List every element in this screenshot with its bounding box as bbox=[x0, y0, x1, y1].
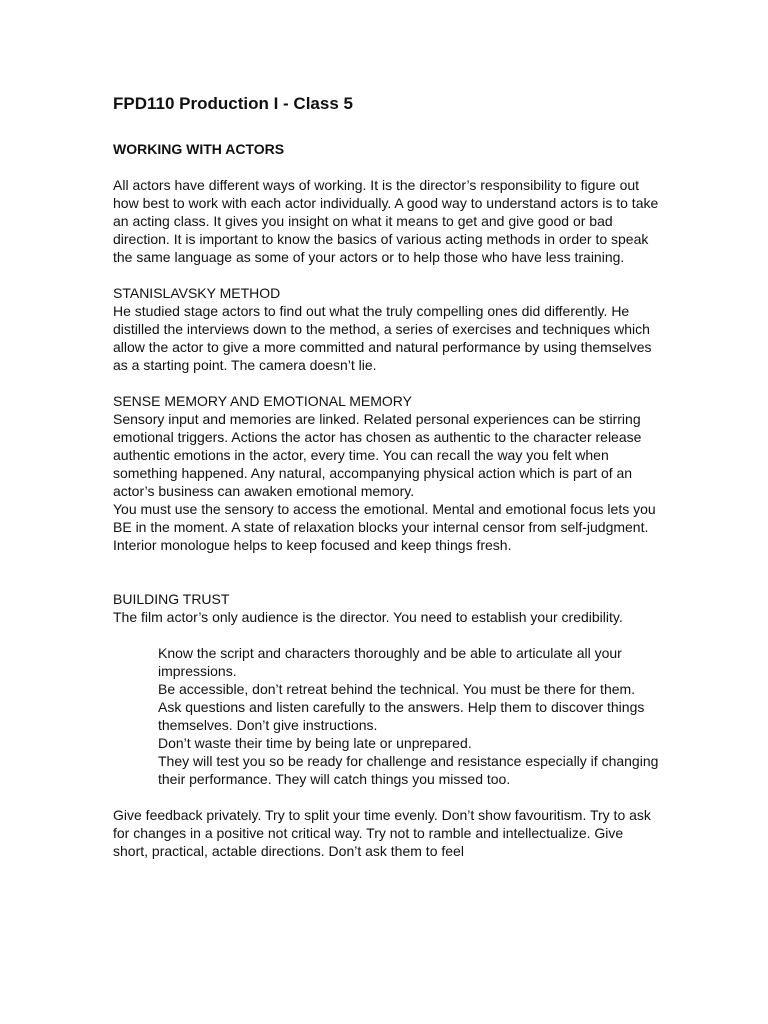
document-title: FPD110 Production I - Class 5 bbox=[113, 94, 353, 113]
document-subtitle: WORKING WITH ACTORS bbox=[113, 141, 285, 157]
list-item: Be accessible, don’t retreat behind the technical. You must be there for them. bbox=[158, 681, 636, 697]
list-item: They will test you so be ready for challenge and resistance especially if changing their performance. They will catch things you missed too. bbox=[158, 753, 659, 787]
section-heading: SENSE MEMORY AND EMOTIONAL MEMORY bbox=[113, 393, 412, 409]
list-item: Know the script and characters thoroughly and be able to articulate all your impressions. bbox=[158, 645, 622, 679]
section-body: He studied stage actors to find out what the truly compelling ones did differently. He distilled the interviews down to the method, a series of exercises and techniques which allow the actor to give a more committed and natural performance by using themselves as a starting point. The camera doesn’t lie. bbox=[113, 303, 652, 373]
document-page bbox=[113, 92, 661, 860]
section-sense-memory bbox=[113, 392, 661, 554]
trust-list bbox=[113, 644, 661, 788]
section-heading: BUILDING TRUST bbox=[113, 591, 230, 607]
section-body: Sensory input and memories are linked. Related personal experiences can be stirring emotional triggers. Actions the actor has chosen as authentic to the character release authentic emotions in the actor, every time. You can recall the way you felt when something happened. Any natural, accompanying physical action which is part of an actor’s business can awaken emotional memory. bbox=[113, 411, 642, 499]
section-stanislavsky bbox=[113, 284, 661, 374]
section-building-trust bbox=[113, 590, 661, 860]
closing-paragraph: Give feedback privately. Try to split your time evenly. Don’t show favouritism. Try to ask for changes in a positive not critical way. Try not to ramble and intellectualize. Give short, practical, actable directions. Don’t ask them to feel bbox=[113, 807, 651, 859]
section-body: The film actor’s only audience is the director. You need to establish your credibility. bbox=[113, 609, 623, 625]
section-body: You must use the sensory to access the emotional. Mental and emotional focus lets you BE in the moment. A state of relaxation blocks your internal censor from self-judgment. Interior monologue helps to keep focused and keep things fresh. bbox=[113, 501, 656, 553]
list-item: Don’t waste their time by being late or unprepared. bbox=[158, 735, 472, 751]
intro-paragraph: All actors have different ways of working. It is the director’s responsibility to figure out how best to work with each actor individually. A good way to understand actors is to take an acting class. It gives you insight on what it means to get and give good or bad direction. It is important to know the basics of various acting methods in order to speak the same language as some of your actors or to help those who have less training. bbox=[113, 177, 659, 265]
section-heading: STANISLAVSKY METHOD bbox=[113, 285, 281, 301]
list-item: Ask questions and listen carefully to the answers. Help them to discover things themselves. Don’t give instructions. bbox=[158, 699, 645, 733]
